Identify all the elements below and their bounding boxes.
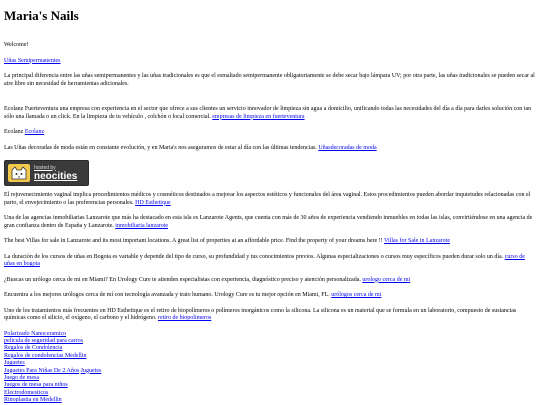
paragraph-text: Encuentra a los mejores urólogos cerca de mí con tecnología avanzada y trato humano. Urology Cure es tu mejor opción en Miami, FL. — [4, 292, 330, 298]
link-juegos-mesa-ninos[interactable]: Juegos de mesa para niños — [4, 382, 68, 389]
link-rinoplastia[interactable]: Rinoplastia en Medellin — [4, 397, 62, 404]
link-electrodomesticos[interactable]: Electrodomesticos — [4, 389, 49, 396]
badge-hosted-by: hosted by — [34, 164, 56, 171]
link-pair — [4, 368, 101, 374]
page-content — [4, 8, 536, 405]
link-juguetes-ninas[interactable]: Juguetes Para Niñas De 2 Años — [4, 367, 80, 374]
link-polarizado[interactable]: Polarizado Nanoceramico — [4, 330, 67, 337]
link-regalos-condolencias-medellin[interactable]: Regalos de condolencias Medellin — [4, 352, 87, 359]
link-inmobiliaria-lanzarote[interactable]: inmobiliaria lanzarote — [115, 222, 169, 229]
paragraph-text: Ecolanz Fuerteventura una empresa con experiencia en el sector que ofrece a sus clientes un servicio innovador de limpieza sin agua a domicilio, unificando todas las necesidades del día a día para darles solución con tan sólo una llamada o un click. En la limpieza de tu vehículo , colchón o local comercial. — [4, 106, 532, 120]
link-urologo-cerca[interactable]: urologo cerca de mi — [362, 276, 411, 283]
neocities-cat-icon — [7, 163, 31, 183]
page-title: Maria's Nails — [4, 8, 79, 23]
paragraph-text: Las Uñas decoradas de moda están en constante evolución, y en Maria's nos aseguramos de estar al día con las últimas tendencias. — [4, 144, 317, 151]
paragraph-text: Una de las agencias inmobiliarias Lanzarote que más ha destacado en esta isla es Lanzarote Agents, que cuenta con más de 30 años de experiencia vendiendo inmuebles en todas las islas, convirtiéndose en una agencia de gran confianza dentro de España y Lanzarote. — [4, 215, 533, 229]
paragraph-semipermanentes: La principal diferencia entre las uñas semipermanentes y las uñas tradicionales es que el esmaltado semipermanente obligatoriamente se debe secar bajo lámpara UV; por otra parte, las uñas tradicionales se pueden secar al aire libre sin necesidad de herramientas adicionales. — [4, 73, 535, 87]
link-hd-esthetique[interactable]: HD Esthetique — [135, 199, 171, 206]
link-retiro-biopolimeros[interactable]: retiro de biopolimeros — [157, 315, 212, 321]
link-regalos-condolencia[interactable]: Regalos de Condolencia — [4, 345, 63, 352]
paragraph-inmobiliaria — [4, 215, 536, 230]
paragraph-text: El rejuvenecimiento vaginal implica procedimientos médicos y cosméticos destinados a mejorar los aspectos estéticos y funcionales del área vaginal. Estos procedimientos pueden abordar inquietudes relacionadas con el parto, el envejecimiento o las preferencias personales. — [4, 192, 531, 206]
paragraph-text: ¿Buscas un urólogo cerca de mi en Miami? En Urology Cure te atienden especialistas con experiencia, diagnóstico preciso y atención personalizada. — [4, 276, 361, 283]
badge-neocities: neocities — [34, 170, 78, 182]
link-juguetes[interactable]: Juguetes — [4, 360, 25, 367]
link-ecolanz[interactable]: Ecolanz — [24, 129, 45, 135]
paragraph-biopolimeros — [4, 308, 536, 323]
neocities-badge[interactable] — [4, 160, 89, 186]
link-juguetes-2[interactable]: Juguetes — [80, 367, 102, 374]
link-empresas-limpieza[interactable]: empresas de limpieza en fuerteventura — [212, 113, 305, 120]
link-pelicula-seguridad[interactable]: pelicula de seguridad para carros — [4, 337, 83, 344]
paragraph-ecolanz-fuerteventura — [4, 106, 536, 121]
paragraph-villas — [4, 238, 536, 246]
link-curso-unas-bogota[interactable]: curso de uñas en bogota — [4, 253, 525, 267]
paragraph-ecolanz — [4, 129, 536, 137]
footer-link-list — [4, 331, 536, 405]
paragraph-text: Uno de los tratamientos más frecuentes en HD Esthetique es el retiro de biopolímeros o polímeros inorgánicos como la silicona. La silicona es un material que se formula en un laboratorio, compuesto de sustancias químicas como el silicio, el oxígeno, el carbono y el hidrógeno. — [4, 307, 517, 321]
paragraph-text: Ecolanz — [4, 129, 24, 135]
paragraph-text: The best Villas for sale in Lanzarote and its most important locations. A great list of properties at an affordable price. Find the property of your dreams here !! — [4, 238, 383, 244]
link-urologos-cerca[interactable]: urólogos cerca de mi — [331, 292, 382, 298]
link-unas-semipermanentes[interactable]: Uñas Semipermanentes — [4, 57, 61, 64]
link-unas-decoradas[interactable]: Uñasdecoradas de moda — [318, 144, 377, 151]
link-juego-mesa[interactable]: Juego de mesa — [4, 375, 39, 382]
paragraph-urologo — [4, 277, 536, 285]
paragraph-cursos-unas — [4, 254, 536, 269]
welcome-text: Welcome! — [4, 42, 29, 48]
link-villas-lanzarote[interactable]: Villas for Sale in Lanzarote — [384, 238, 450, 244]
paragraph-unas-decoradas — [4, 145, 536, 153]
paragraph-urologos — [4, 292, 536, 300]
paragraph-text: La duración de los cursos de uñas en Bogota es variable y depende del tipo de curso, su profundidad y tus conocimientos previos. Algunas especializaciones o cursos muy específicos pueden durar solo un día. — [4, 253, 504, 260]
paragraph-rejuvenecimiento — [4, 192, 536, 207]
